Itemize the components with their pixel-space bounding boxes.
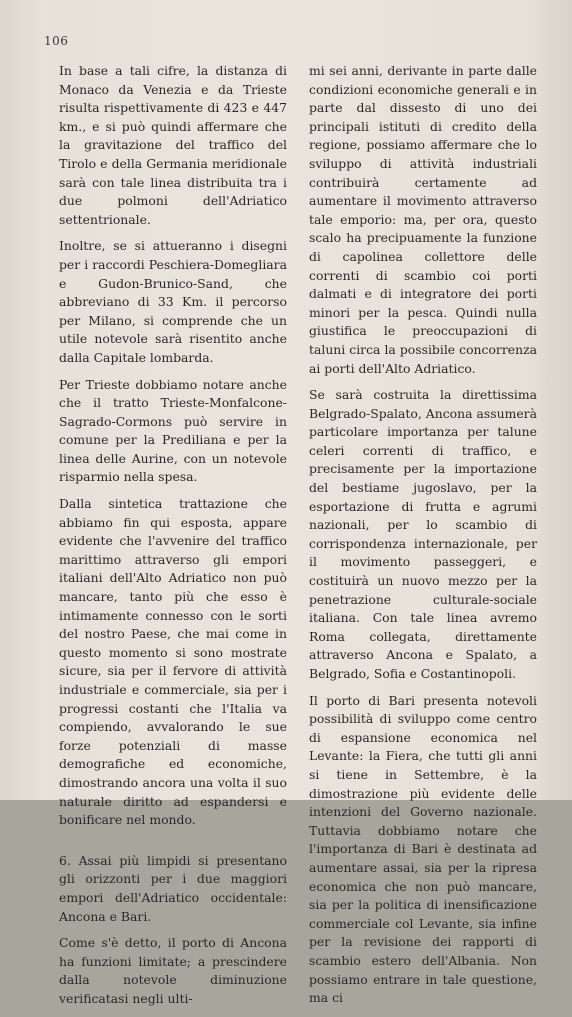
paragraph: Come s'è detto, il porto di Ancona ha funzioni limitate; a prescindere dalla notevole diminuzione verificatasi negli ulti- xyxy=(59,935,287,1006)
left-column xyxy=(59,62,287,1017)
paragraph: Il porto di Bari presenta notevoli possibilità di sviluppo come centro di espansione economica nel Levante: la Fiera, che tutti gli anni si tiene in Settembre, è la dimostrazione più evidente delle intenzioni del Governo nazionale. Tuttavia dobbiamo notare che l'importanza di Bari è destinata ad aumentare assai, sia per la ripresa economica che non può mancare, sia per la politica di inensificazione commerciale col Levante, sia infine per la revisione dei rapporti di scambio estero dell'Albania. Non possiamo entrare in tale questione, ma ci xyxy=(309,692,537,1006)
paragraph: Inoltre, se si attueranno i disegni per i raccordi Peschiera-Domegliara e Gudon-Brunico-Sand, che abbreviano di 33 Km. il percorso per Milano, si comprende che un utile notevole sarà risentito anche dalla Capitale lombarda. xyxy=(59,238,287,365)
paragraph: Per Trieste dobbiamo notare anche che il tratto Trieste-Monfalcone-Sagrado-Cormons può servire in comune per la Prediliana e per la linea delle Aurine, con un notevole risparmio nella spesa. xyxy=(59,376,287,485)
paragraph: In base a tali cifre, la distanza di Monaco da Venezia e da Trieste risulta rispettivamente di 423 e 447 km., e si può quindi affermare che la gravitazione del traffico del Tirolo e della Germania meridionale sarà con tale linea distribuita tra i due polmoni dell'Adriatico settentrionale. xyxy=(59,63,287,227)
paragraph: Se sarà costruita la direttissima Belgrado-Spalato, Ancona assumerà particolare importanza per talune celeri correnti di traffico, e precisamente per la importazione del bestiame jugoslavo, per la esportazione di frutta e agrumi nazionali, per lo scambio di corrispondenza internazionale, per il movimento passeggeri, e costituirà un nuovo mezzo per la penetrazione culturale-sociale italiana. Con tale linea avremo Roma collegata, direttamente attraverso Ancona e Spalato, a Belgrado, Sofia e Costantinopoli. xyxy=(309,387,537,681)
right-column xyxy=(309,62,537,1016)
page-number: 106 xyxy=(44,34,69,48)
paragraph: mi sei anni, derivante in parte dalle condizioni economiche generali e in parte dal dissesto di uno dei principali istituti di credito della regione, possiamo affermare che lo sviluppo di attività industriali contribuirà certamente ad aumentare il movimento attraverso tale emporio: ma, per ora, questo scalo ha precipuamente la funzione di capolinea collettore delle correnti di scambio coi porti dalmati e di integratore dei porti minori per la pesca. Quindi nulla giustifica le preoccupazioni di taluni circa la possibile concorrenza ai porti dell'Alto Adriatico. xyxy=(309,63,537,376)
section-paragraph: 6. Assai più limpidi si presentano gli orizzonti per i due maggiori empori dell'Adriatico occidentale: Ancona e Bari. xyxy=(59,852,287,924)
paragraph: Dalla sintetica trattazione che abbiamo fin qui esposta, appare evidente che l'avvenire del traffico marittimo attraverso gli empori italiani dell'Alto Adriatico non può mancare, tanto più che esso è intimamente connesso con le sorti del nostro Paese, che mai come in questo momento si sono mostrate sicure, sia per il fervore di attività industriale e commerciale, sia per i progressi costanti che l'Italia va compiendo, avvalorando le sue forze potenziali di masse demografiche ed economiche, dimostrando ancora una volta il suo naturale diritto ad espandersi e bonificare nel mondo. xyxy=(59,496,287,828)
